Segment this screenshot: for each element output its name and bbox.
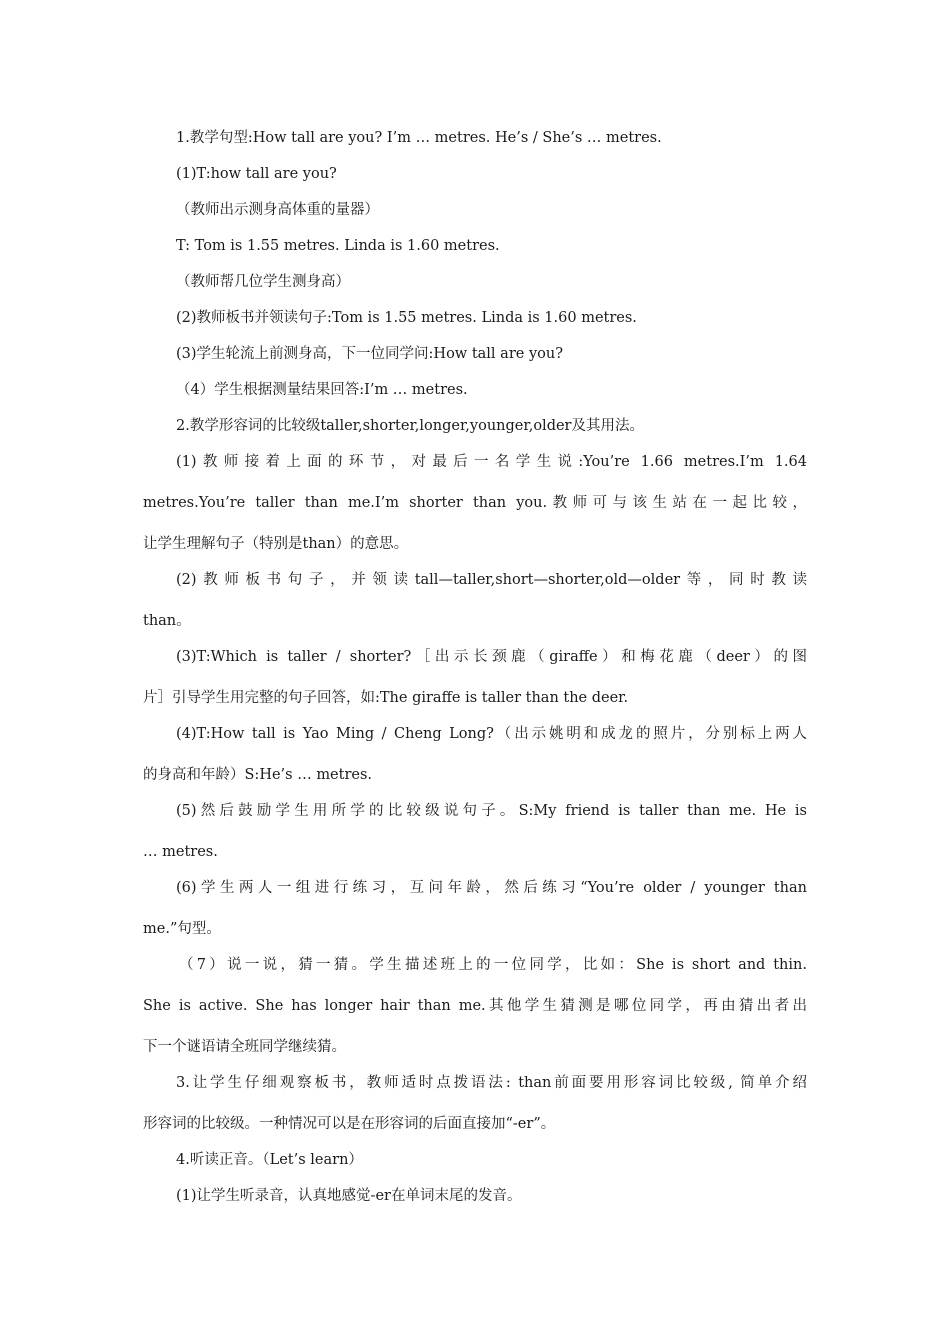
paragraph-16-line-1: （7）说一说，猜一猜。学生描述班上的一位同学，比如：She is short and thin. bbox=[179, 957, 807, 973]
paragraph-5-line-1: （教师帮几位学生测身高） bbox=[176, 274, 350, 290]
paragraph-13-line-1: (4)T:How tall is Yao Ming / Cheng Long?（出示姚明和成龙的照片，分别标上两人 bbox=[176, 726, 807, 742]
paragraph-8-line-1: （4）学生根据测量结果回答:I’m … metres. bbox=[176, 382, 468, 398]
paragraph-19-line-1: (1)让学生听录音，认真地感觉-er在单词末尾的发音。 bbox=[176, 1188, 522, 1204]
paragraph-16-line-2: She is active. She has longer hair than me.其他学生猜测是哪位同学，再由猜出者出 bbox=[143, 998, 807, 1014]
paragraph-12-line-1: (3)T:Which is taller / shorter?［出示长颈鹿（giraffe）和梅花鹿（deer）的图 bbox=[176, 649, 807, 665]
paragraph-7-line-1: (3)学生轮流上前测身高，下一位同学问:How tall are you? bbox=[176, 346, 563, 362]
paragraph-10-line-1: (1)教师接着上面的环节，对最后一名学生说:You’re 1.66 metres.I’m 1.64 bbox=[176, 454, 807, 470]
paragraph-15-line-1: (6)学生两人一组进行练习，互问年龄，然后练习“You’re older / younger than bbox=[176, 880, 807, 896]
paragraph-17-line-1: 3.让学生仔细观察板书，教师适时点拨语法: than前面要用形容词比较级, 简单介绍 bbox=[176, 1075, 807, 1091]
paragraph-16-line-3: 下一个谜语请全班同学继续猜。 bbox=[143, 1039, 346, 1055]
paragraph-17-line-2: 形容词的比较级。一种情况可以是在形容词的后面直接加“-er”。 bbox=[143, 1116, 556, 1132]
paragraph-15-line-2: me.”句型。 bbox=[143, 921, 221, 937]
paragraph-6-line-1: (2)教师板书并领读句子:Tom is 1.55 metres. Linda is 1.60 metres. bbox=[176, 310, 637, 326]
paragraph-1-line-1: 1.教学句型:How tall are you? I’m … metres. He’s / She’s … metres. bbox=[176, 130, 662, 146]
paragraph-11-line-1: (2)教师板书句子，并领读tall—taller,short—shorter,old—older等，同时教读 bbox=[176, 572, 807, 588]
paragraph-14-line-1: (5)然后鼓励学生用所学的比较级说句子。S:My friend is taller than me. He is bbox=[176, 803, 807, 819]
paragraph-12-line-2: 片］引导学生用完整的句子回答，如:The giraffe is taller than the deer. bbox=[143, 690, 629, 706]
paragraph-10-line-2: metres.You’re taller than me.I’m shorter than you.教师可与该生站在一起比较， bbox=[143, 495, 807, 511]
paragraph-18-line-1: 4.听读正音。（Let’s learn） bbox=[176, 1152, 363, 1168]
paragraph-14-line-2: … metres. bbox=[143, 844, 218, 860]
paragraph-10-line-3: 让学生理解句子（特别是than）的意思。 bbox=[143, 536, 409, 552]
paragraph-11-line-2: than。 bbox=[143, 613, 191, 629]
paragraph-9-line-1: 2.教学形容词的比较级taller,shorter,longer,younger,older及其用法。 bbox=[176, 418, 644, 434]
paragraph-2-line-1: (1)T:how tall are you? bbox=[176, 166, 337, 182]
paragraph-13-line-2: 的身高和年龄）S:He’s … metres. bbox=[143, 767, 373, 783]
paragraph-3-line-1: （教师出示测身高体重的量器） bbox=[176, 202, 379, 218]
paragraph-4-line-1: T: Tom is 1.55 metres. Linda is 1.60 metres. bbox=[176, 238, 500, 254]
